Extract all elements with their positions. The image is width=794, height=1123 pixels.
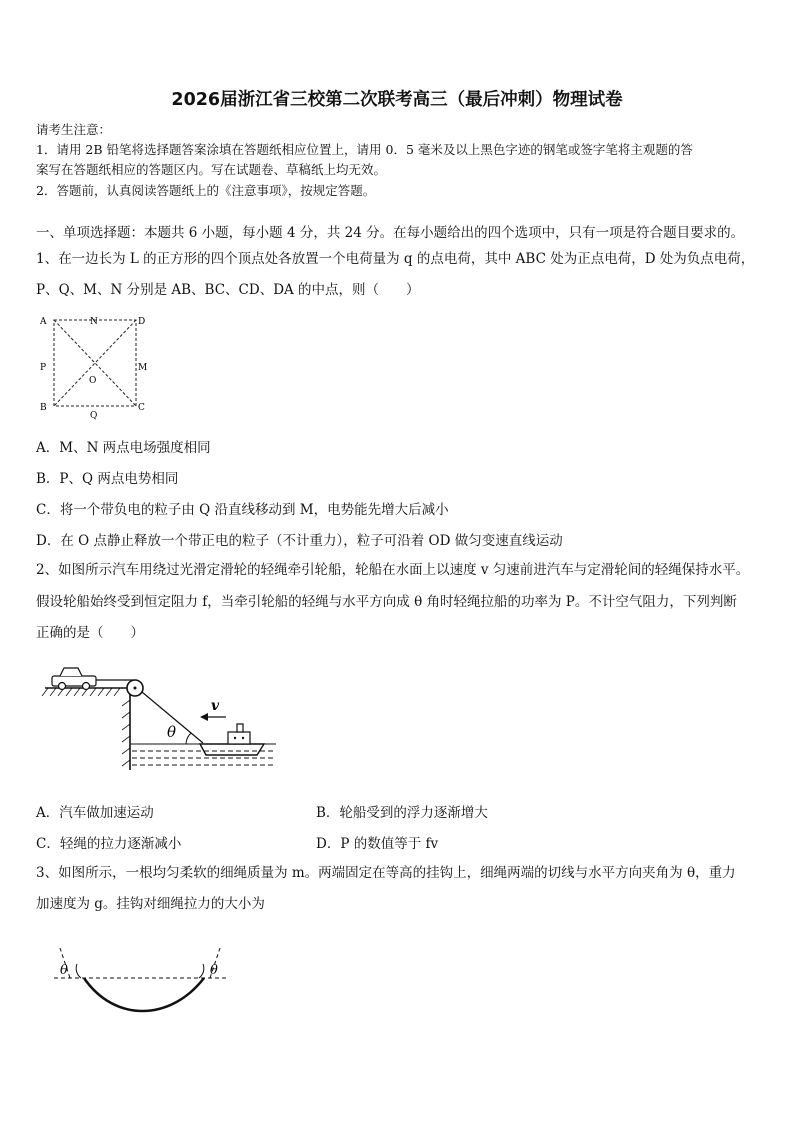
square-charges-figure (34, 310, 154, 420)
theta-label: θ (167, 723, 177, 741)
q2-option-c: C．轻绳的拉力逐渐减小 (36, 836, 182, 852)
section-heading: 一、单项选择题：本题共 6 小题，每小题 4 分，共 24 分。在每小题给出的四个选项中，只有一项是符合题目要求的。 (36, 225, 745, 241)
velocity-arrow-icon (200, 713, 208, 721)
q2-option-a: A．汽车做加速运动 (36, 805, 154, 821)
label-P: P (40, 363, 47, 373)
car-boat-pulley-figure (40, 660, 280, 775)
q2-option-d: D．P 的数值等于 fv (316, 836, 439, 852)
q1-stem-line-1: 1、在一边长为 L 的正方形的四个顶点处各放置一个电荷量为 q 的点电荷，其中 ABC 处为正点电荷，D 处为负点电荷， (36, 251, 755, 267)
label-A: A (40, 317, 47, 327)
label-C: C (138, 403, 145, 413)
q2-stem-line-2: 假设轮船始终受到恒定阻力 f，当牵引轮船的轻绳与水平方向成 θ 角时轻绳拉船的功率为 P。不计空气阻力，下列判断 (36, 594, 737, 610)
label-O: O (89, 376, 97, 386)
q1-stem-line-2: P、Q、M、N 分别是 AB、BC、CD、DA 的中点，则（ ） (36, 282, 420, 298)
label-N: N (90, 317, 98, 327)
q1-option-a: A．M、N 两点电场强度相同 (36, 440, 211, 456)
label-B: B (40, 403, 47, 413)
car-icon (52, 668, 96, 690)
rope-curve (84, 978, 204, 1011)
q1-option-b: B．P、Q 两点电势相同 (36, 471, 179, 487)
label-D: D (138, 317, 146, 327)
q3-stem-line-2: 加速度为 g。挂钩对细绳拉力的大小为 (36, 896, 265, 912)
theta-right-label: θ (210, 963, 218, 978)
notice-item-1-line-2: 案写在答题纸相应的答题区内。写在试题卷、草稿纸上均无效。 (36, 162, 387, 177)
velocity-label: v (211, 698, 220, 714)
notice-item-2: 2．答题前，认真阅读答题纸上的《注意事项》，按规定答题。 (36, 183, 376, 198)
q2-stem-line-3: 正确的是（ ） (36, 625, 144, 641)
hanging-rope-figure (44, 940, 244, 1020)
page-title: 2026届浙江省三校第二次联考高三（最后冲刺）物理试卷 (171, 90, 623, 110)
label-M: M (138, 363, 148, 373)
boat-icon (200, 724, 264, 755)
label-Q: Q (90, 411, 98, 420)
q1-option-c: C．将一个带负电的粒子由 Q 沿直线移动到 M，电势能先增大后减小 (36, 502, 449, 518)
q3-stem-line-1: 3、如图所示，一根均匀柔软的细绳质量为 m。两端固定在等高的挂钩上，细绳两端的切线与水平方向夹角为 θ，重力 (36, 865, 736, 881)
theta-left-label: θ (60, 963, 68, 978)
q2-option-b: B．轮船受到的浮力逐渐增大 (316, 805, 488, 821)
q1-option-d: D．在 O 点静止释放一个带正电的粒子（不计重力），粒子可沿着 OD 做匀变速直线运动 (36, 533, 563, 549)
notice-item-1-line-1: 1．请用 2B 铅笔将选择题答案涂填在答题纸相应位置上，请用 0．5 毫米及以上黑色字迹的钢笔或签字笔将主观题的答 (36, 142, 693, 157)
q2-stem-line-1: 2、如图所示汽车用绕过光滑定滑轮的轻绳牵引轮船，轮船在水面上以速度 v 匀速前进汽车与定滑轮间的轻绳保持水平。 (36, 562, 750, 578)
notice-heading: 请考生注意： (36, 122, 112, 137)
